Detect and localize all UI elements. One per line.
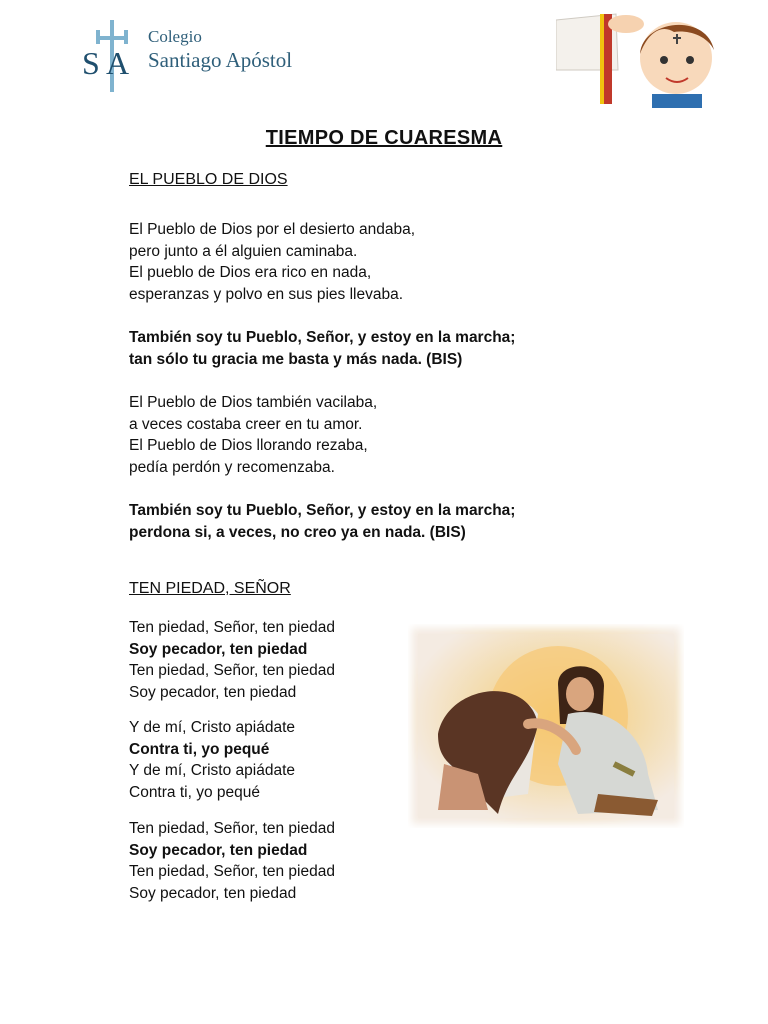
logo-line1: Colegio xyxy=(148,27,202,46)
song1-verse2 xyxy=(129,392,377,479)
jesus-forgiveness-illustration xyxy=(408,624,684,828)
lyric-line: Y de mí, Cristo apiádate xyxy=(129,719,295,736)
lyric-line: a veces costaba creer en tu amor. xyxy=(129,415,363,433)
lyric-line: esperanzas y polvo en sus pies llevaba. xyxy=(129,286,403,304)
song2-stanza3 xyxy=(129,818,335,905)
lyric-line: Ten piedad, Señor, ten piedad xyxy=(129,619,335,636)
lyric-line: Soy pecador, ten piedad xyxy=(129,885,297,903)
logo-initials: S A xyxy=(82,45,130,81)
lyric-line: Soy pecador, ten piedad xyxy=(129,640,308,658)
lyric-line: El Pueblo de Dios por el desierto andaba, xyxy=(129,221,416,238)
song2-title: TEN PIEDAD, SEÑOR xyxy=(129,580,291,597)
cross-logo-icon xyxy=(80,18,150,98)
song2-stanza1 xyxy=(129,617,335,704)
lyric-line: pero junto a él alguien caminaba. xyxy=(129,242,358,260)
lyric-line: Contra ti, yo pequé xyxy=(129,740,270,758)
lyric-line: Ten piedad, Señor, ten piedad xyxy=(129,863,335,881)
lyric-line: El Pueblo de Dios llorando rezaba, xyxy=(129,437,368,455)
song1-chorus1 xyxy=(129,327,515,370)
lyric-line: También soy tu Pueblo, Señor, y estoy en la marcha; xyxy=(129,502,516,519)
lyric-line: Y de mí, Cristo apiádate xyxy=(129,762,295,780)
school-logo xyxy=(80,18,320,98)
lyric-line: Soy pecador, ten piedad xyxy=(129,841,308,859)
lyric-line: Ten piedad, Señor, ten piedad xyxy=(129,820,335,837)
song1-title: EL PUEBLO DE DIOS xyxy=(129,171,288,188)
lyric-line: Soy pecador, ten piedad xyxy=(129,684,297,702)
child-ash-cross-illustration xyxy=(556,10,726,108)
lyric-line: También soy tu Pueblo, Señor, y estoy en la marcha; xyxy=(129,329,516,346)
logo-line2: Santiago Apóstol xyxy=(148,48,293,72)
song2-stanza2 xyxy=(129,717,295,804)
lyric-line: El pueblo de Dios era rico en nada, xyxy=(129,264,372,282)
song1-verse1 xyxy=(129,219,415,306)
song1-chorus2 xyxy=(129,500,515,543)
lyric-line: pedía perdón y recomenzaba. xyxy=(129,459,335,477)
lyric-line: perdona si, a veces, no creo ya en nada. (BIS) xyxy=(129,523,466,541)
lyric-line: Ten piedad, Señor, ten piedad xyxy=(129,662,335,680)
lyric-line: Contra ti, yo pequé xyxy=(129,784,260,802)
lyric-line: El Pueblo de Dios también vacilaba, xyxy=(129,394,378,411)
page-title: TIEMPO DE CUARESMA xyxy=(265,127,503,149)
lyric-line: tan sólo tu gracia me basta y más nada. (BIS) xyxy=(129,350,463,368)
